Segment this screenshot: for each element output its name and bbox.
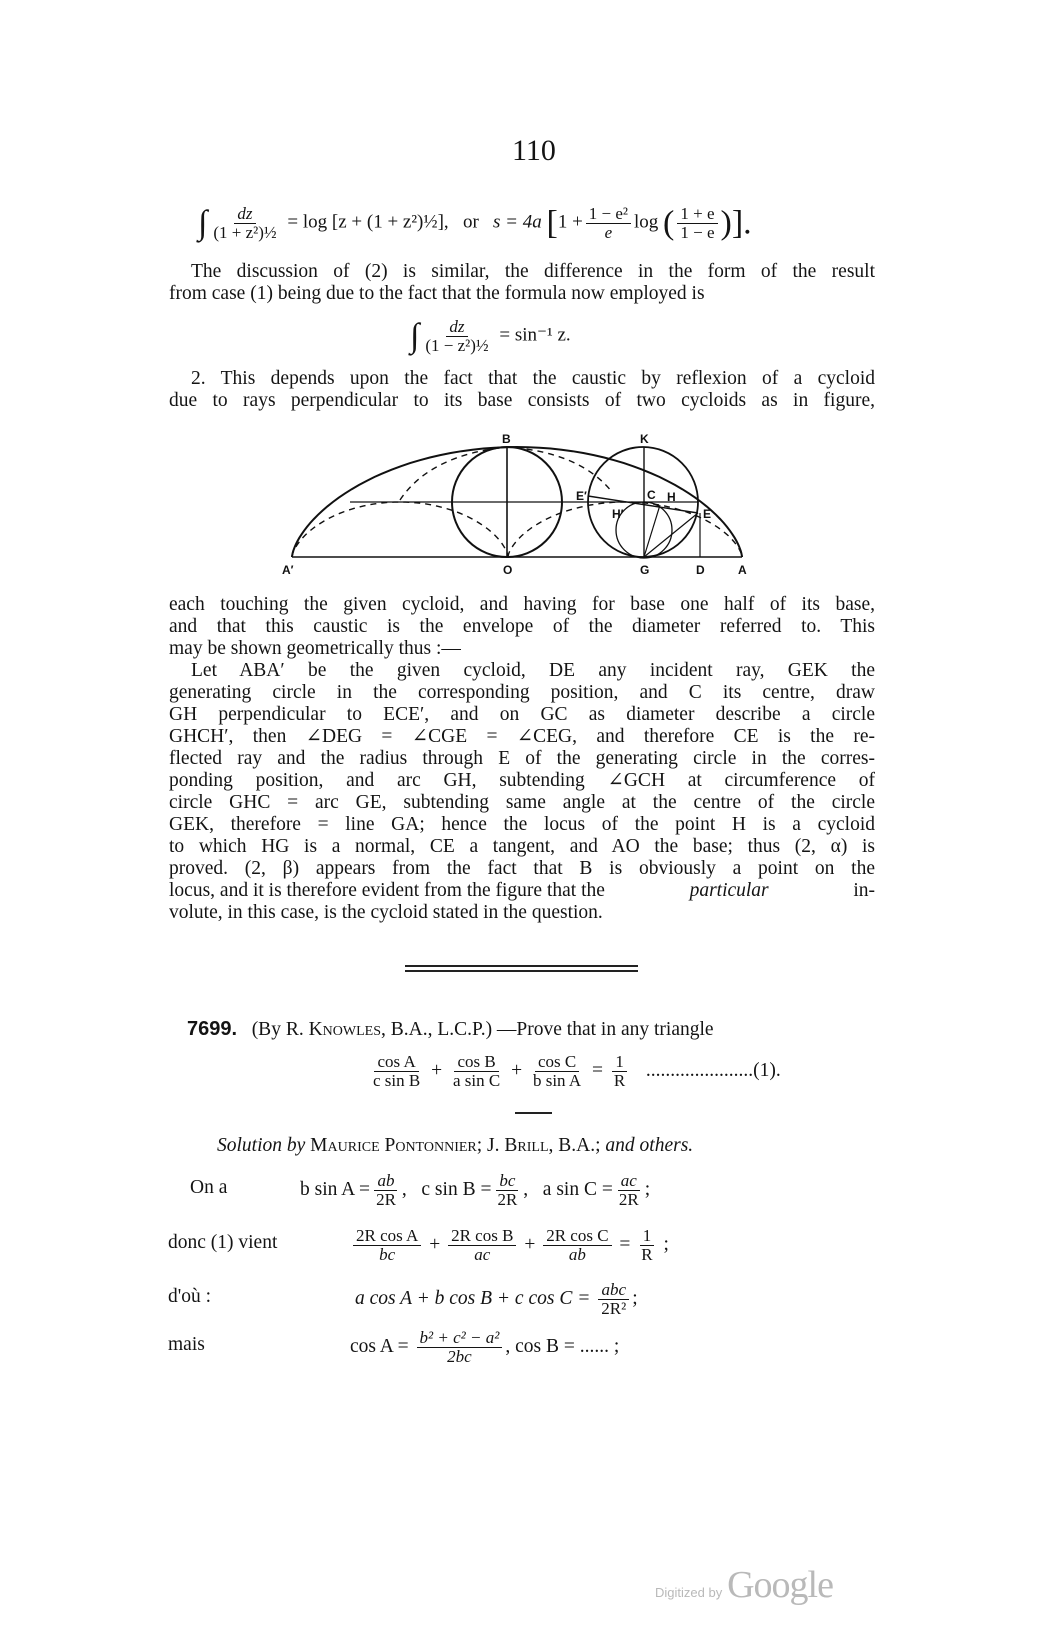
fraction: [543, 1227, 611, 1264]
denominator: R: [641, 1244, 653, 1264]
separator: ; J.: [476, 1135, 500, 1156]
question-equation: [367, 1053, 781, 1090]
term: c sin B =: [421, 1178, 492, 1200]
text-line: GH perpendicular to ECE′, and on GC as diameter describe a circle: [169, 704, 875, 725]
plus: +: [431, 1059, 443, 1081]
text-line: circle GHC = arc GE, subtending same angle at the centre of the circle: [169, 792, 875, 813]
label-A: A: [738, 563, 747, 577]
double-rule-bottom: [405, 970, 638, 972]
fraction: [611, 1053, 628, 1090]
rhs: = sin⁻¹ z.: [499, 324, 571, 346]
numerator: 1 + e: [677, 205, 717, 224]
label-O: O: [503, 563, 513, 577]
text-line: 2. This depends upon the fact that the caustic by reflexion of a cycloid: [191, 368, 875, 389]
denominator: 2R²: [601, 1298, 627, 1318]
denominator: a sin C: [452, 1070, 501, 1090]
numerator: 1: [612, 1053, 627, 1072]
equation-mais: [350, 1329, 619, 1366]
question-number: 7699.: [187, 1018, 238, 1040]
numerator: 2R cos C: [543, 1227, 611, 1246]
fraction: [616, 1172, 642, 1209]
fraction: [353, 1227, 421, 1264]
page-number: 110: [512, 134, 556, 167]
close-bracket: )].: [720, 204, 752, 242]
lhs: cos A =: [350, 1335, 409, 1357]
label-G: G: [640, 563, 650, 577]
numerator: 2R cos A: [353, 1227, 421, 1246]
author-name: Knowles: [308, 1019, 381, 1040]
integral-sign: ∫: [198, 204, 208, 242]
log: log: [634, 211, 659, 233]
fraction: [530, 1053, 584, 1090]
semicolon: ;: [644, 1178, 651, 1200]
text-line: generating circle in the corresponding position, and C its centre, draw: [169, 682, 875, 703]
rhs: = log [z + (1 + z²)½],: [287, 211, 449, 233]
label-E: E: [703, 507, 712, 521]
label-E-prime: E′: [576, 489, 587, 503]
text-line: each touching the given cycloid, and having for base one half of its base,: [169, 594, 875, 615]
denominator: (1 − z²)½: [425, 335, 489, 355]
fraction: [598, 1281, 629, 1318]
fraction: [638, 1227, 655, 1264]
double-rule-top: [405, 965, 638, 967]
solution-suffix: and others.: [605, 1135, 694, 1156]
text-line: due to rays perpendicular to its base consists of two cycloids as in figure,: [169, 390, 875, 411]
text-line: and that this caustic is the envelope of the diameter referred to. This: [169, 616, 875, 637]
digitized-by-text: Digitized by: [655, 1585, 723, 1600]
text-line: proved. (2, β) appears from the fact that B is obviously a point on the: [169, 858, 875, 879]
denominator: ac: [474, 1244, 491, 1264]
line-GE: [644, 513, 698, 557]
fraction: [373, 1172, 399, 1209]
numerator: ac: [620, 1171, 637, 1190]
numerator: dz: [449, 317, 465, 336]
italic-word: particular: [689, 880, 769, 901]
denominator: bc: [379, 1244, 396, 1264]
semicolon: ;: [632, 1287, 638, 1309]
semicolon: ;: [663, 1233, 669, 1255]
text-line: The discussion of (2) is similar, the difference in the form of the result: [191, 261, 875, 282]
line-GH: [644, 505, 660, 557]
solver-name: Brill: [504, 1135, 549, 1156]
denominator: (1 + z²)½: [213, 222, 277, 242]
denominator: 2bc: [447, 1346, 472, 1366]
text-line: [169, 880, 875, 902]
numerator: cos B: [454, 1053, 498, 1072]
term: b sin A =: [300, 1178, 371, 1200]
denominator: 1 − e: [680, 222, 715, 242]
text-line: GHCH′, then ∠DEG = ∠CGE = ∠CEG, and therefore CE is the re-: [169, 726, 875, 747]
text-line: from case (1) being due to the fact that the formula now employed is: [169, 283, 705, 304]
text-line: Let ABA′ be the given cycloid, DE any incident ray, GEK the: [191, 660, 875, 681]
fraction: [370, 1053, 423, 1090]
text-span: in-: [853, 880, 875, 901]
label-H-prime: H′: [612, 507, 624, 521]
or-word: or: [462, 211, 479, 233]
numerator: 1: [640, 1227, 655, 1246]
solver-name: Maurice Pontonnier: [310, 1135, 477, 1156]
row-label: d'où :: [168, 1286, 212, 1307]
denominator: e: [604, 222, 613, 242]
numerator: abc: [601, 1280, 626, 1299]
text-line: flected ray and the radius through E of the generating circle in the corres-: [169, 748, 875, 769]
numerator: ab: [377, 1171, 395, 1190]
solution-header: [217, 1135, 693, 1157]
denominator: 2R: [376, 1189, 396, 1209]
denominator: b sin A: [532, 1070, 582, 1090]
comma: ,: [523, 1178, 529, 1200]
text-line: volute, in this case, is the cycloid stated in the question.: [169, 902, 603, 923]
equation-on-a: [300, 1172, 650, 1209]
cycloid-figure: [0, 0, 1044, 600]
equation-donc: [350, 1227, 669, 1264]
question-text: , B.A., L.C.P.) —Prove that in any triangle: [381, 1019, 714, 1040]
label-D: D: [696, 563, 705, 577]
by-text: (By R.: [251, 1019, 304, 1040]
paren: (: [663, 204, 675, 242]
row-label: mais: [168, 1334, 205, 1355]
numerator: cos A: [374, 1053, 418, 1072]
text-span: locus, and it is therefore evident from the figure that the: [169, 880, 605, 901]
label-H: H: [667, 490, 676, 504]
equation-dou: [355, 1281, 638, 1318]
label-B: B: [502, 432, 511, 446]
fraction: [448, 1227, 516, 1264]
plus: +: [511, 1059, 523, 1081]
numerator: b² + c² − a²: [419, 1328, 500, 1347]
short-rule: [515, 1112, 552, 1114]
line-EE-prime: [588, 496, 698, 513]
google-logo: Google: [727, 1564, 833, 1606]
denominator: 2R: [497, 1189, 518, 1209]
denominator: R: [613, 1070, 626, 1090]
denominator: c sin B: [373, 1070, 421, 1090]
credentials: , B.A.;: [548, 1135, 601, 1156]
text-line: to which HG is a normal, CE a tangent, and AO the base; thus (2, α) is: [169, 836, 875, 857]
label-C: C: [647, 488, 656, 502]
fraction: [450, 1053, 503, 1090]
numerator: dz: [237, 204, 253, 223]
equation-ref: ......................(1).: [645, 1059, 781, 1081]
text-line: may be shown geometrically thus :—: [169, 638, 461, 659]
lhs: a cos A + b cos B + c cos C =: [355, 1287, 591, 1309]
bracket: [: [546, 204, 558, 242]
plus: +: [429, 1233, 441, 1255]
integral-sign: ∫: [410, 317, 420, 355]
text-line: ponding position, and arc GH, subtending ∠GCH at circumference of: [169, 770, 875, 791]
equals: =: [619, 1233, 631, 1255]
row-label: donc (1) vient: [168, 1232, 278, 1253]
numerator: bc: [499, 1171, 516, 1190]
label-A-prime: A′: [282, 563, 294, 577]
solution-prefix: Solution by: [217, 1135, 306, 1156]
row-label: On a: [190, 1177, 228, 1198]
equals: =: [592, 1059, 604, 1081]
fraction: [417, 1329, 503, 1366]
denominator: ab: [568, 1244, 586, 1264]
numerator: cos C: [535, 1053, 579, 1072]
rest: , cos B = ...... ;: [505, 1335, 620, 1357]
s-equals: s = 4a: [493, 211, 542, 233]
denominator: 2R: [618, 1189, 639, 1209]
numerator: 2R cos B: [448, 1227, 516, 1246]
plus: +: [524, 1233, 536, 1255]
one-plus: 1 +: [557, 211, 583, 233]
text-line: GEK, therefore = line GA; hence the locus of the point H is a cycloid: [169, 814, 875, 835]
label-K: K: [640, 432, 649, 446]
comma: ,: [401, 1178, 407, 1200]
term: a sin C =: [542, 1178, 613, 1200]
numerator: 1 − e²: [586, 205, 631, 224]
google-watermark: [655, 1563, 833, 1607]
question-header: [187, 1017, 714, 1042]
fraction: [494, 1172, 520, 1209]
